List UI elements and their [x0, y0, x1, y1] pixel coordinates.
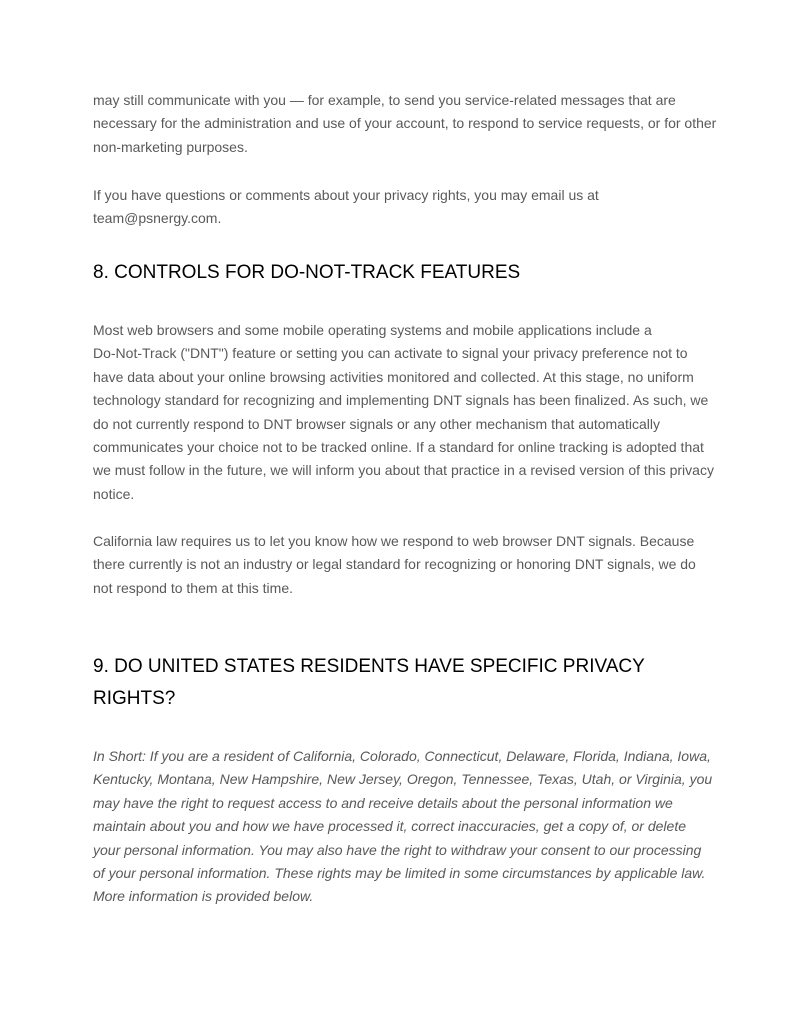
heading-line: 8. CONTROLS FOR DO-NOT-TRACK FEATURES [93, 262, 521, 283]
section-7-contact-paragraph [93, 184, 733, 231]
paragraph-line: we must follow in the future, we will inform you about that practice in a revised version of this privacy [93, 462, 714, 479]
paragraph-line: do not currently respond to DNT browser signals or any other mechanism that automatically [93, 415, 661, 432]
paragraph-line: California law requires us to let you know how we respond to web browser DNT signals. Because [93, 533, 695, 549]
paragraph-line: communicates your choice not to be tracked online. If a standard for online tracking is adopted that [93, 438, 704, 455]
contact-email: team@psnergy.com. [93, 210, 222, 227]
paragraph-line: Most web browsers and some mobile operating systems and mobile applications include a [93, 322, 652, 338]
section-8-heading [93, 257, 733, 289]
paragraph-line: have data about your online browsing activities monitored and collected. At this stage, no uniform [93, 368, 694, 385]
section-9-heading [93, 651, 733, 715]
paragraph-line: If you have questions or comments about your privacy rights, you may email us at [93, 187, 599, 203]
section-8-dnt-paragraph [93, 319, 733, 506]
paragraph-line: not respond to them at this time. [93, 579, 293, 596]
heading-line: RIGHTS? [93, 688, 176, 709]
section-8-california-paragraph [93, 530, 733, 600]
paragraph-line: your personal information. You may also have the right to withdraw your consent to our processing [93, 841, 702, 858]
section-7-closing-paragraph [93, 89, 733, 159]
paragraph-line: Kentucky, Montana, New Hampshire, New Jersey, Oregon, Tennessee, Texas, Utah, or Virginia, you [93, 771, 713, 788]
paragraph-line: More information is provided below. [93, 888, 314, 905]
paragraph-line: non-marketing purposes. [93, 138, 248, 155]
paragraph-line: In Short: If you are a resident of California, Colorado, Connecticut, Delaware, Florida, Indiana, Iowa, [93, 748, 711, 764]
paragraph-line: technology standard for recognizing and implementing DNT signals has been finalized. As such, we [93, 392, 709, 409]
paragraph-line: necessary for the administration and use of your account, to respond to service requests, or for other [93, 115, 717, 132]
paragraph-line: notice. [93, 485, 135, 502]
heading-line: 9. DO UNITED STATES RESIDENTS HAVE SPECIFIC PRIVACY [93, 656, 645, 677]
section-9-in-short-paragraph [93, 745, 733, 909]
paragraph-line: may still communicate with you — for example, to send you service-related messages that are [93, 92, 676, 108]
paragraph-line: there currently is not an industry or legal standard for recognizing or honoring DNT signals, we do [93, 556, 696, 573]
paragraph-line: maintain about you and how we have processed it, correct inaccuracies, get a copy of, or delete [93, 818, 687, 835]
paragraph-line: may have the right to request access to and receive details about the personal information we [93, 794, 673, 811]
paragraph-line: Do-Not-Track ("DNT") feature or setting you can activate to signal your privacy preference not to [93, 345, 688, 362]
paragraph-line: of your personal information. These rights may be limited in some circumstances by applicable law. [93, 864, 706, 881]
